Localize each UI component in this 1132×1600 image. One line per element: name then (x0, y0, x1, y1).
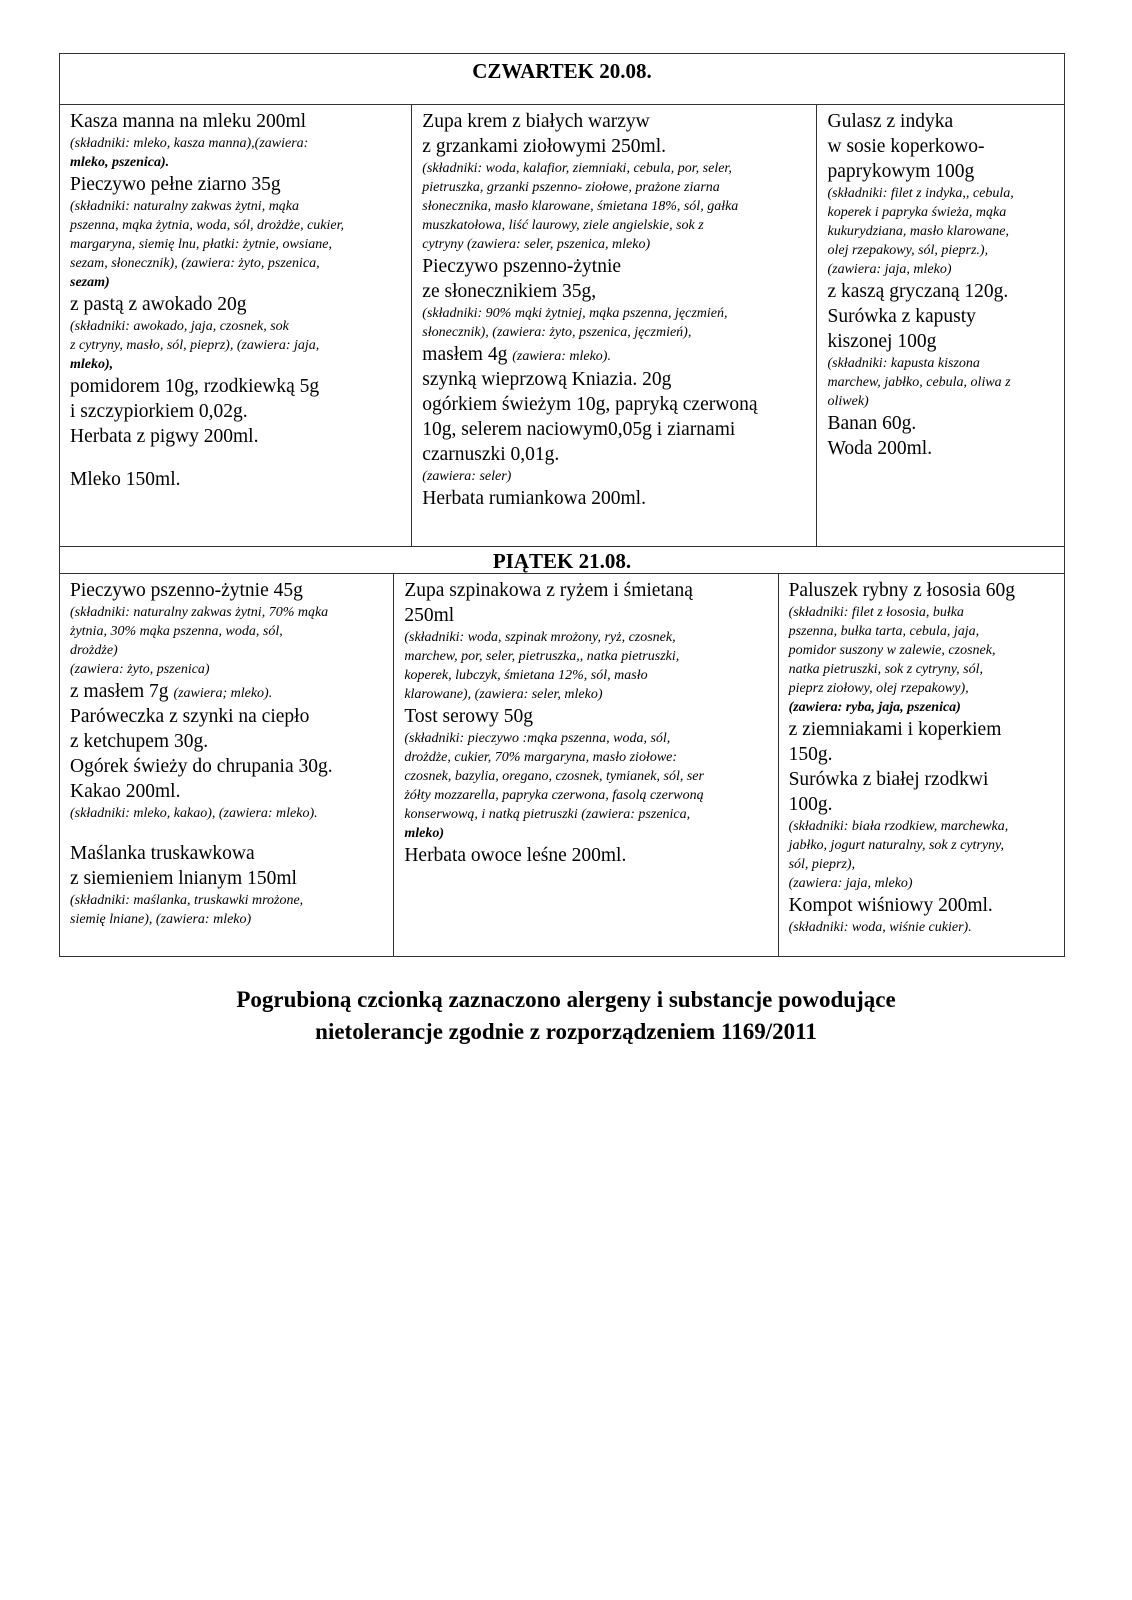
ingredients-note: (zawiera: jaja, mleko) (788, 876, 913, 891)
ingredients-note: pomidor suszony w zalewie, czosnek, (788, 643, 996, 658)
spacer (70, 449, 401, 467)
menu-item: Woda 200ml. (827, 438, 933, 459)
meal-dinner-friday (779, 574, 1064, 956)
spacer (70, 823, 383, 841)
menu-sheet (59, 53, 1065, 957)
menu-item: z ketchupem 30g. (70, 731, 209, 752)
menu-item: 250ml (404, 605, 455, 626)
footer-line: Pogrubioną czcionką zaznaczono alergeny i substancje powodujące (236, 987, 896, 1012)
ingredients-note (70, 153, 401, 172)
allergen-text: mleko) (404, 826, 444, 841)
ingredients-note: (składniki: pieczywo :mąka pszenna, woda, sól, (404, 731, 671, 746)
ingredients-note: słonecznika, masło klarowane, śmietana 18%, sól, gałka (422, 199, 739, 214)
ingredients-note: olej rzepakowy, sól, pieprz.), (827, 243, 989, 258)
ingredients-note: (składniki: maślanka, truskawki mrożone, (70, 893, 304, 908)
ingredients-note: oliwek) (827, 394, 869, 409)
menu-item: ze słonecznikiem 35g, (422, 281, 597, 302)
ingredients-note: (składniki: biała rzodkiew, marchewka, (788, 819, 1009, 834)
ingredients-note: (składniki: naturalny zakwas żytni, mąka (70, 199, 300, 214)
menu-item: 100g. (788, 794, 833, 815)
menu-item: Tost serowy 50g (404, 706, 533, 727)
ingredients-note: (składniki: kapusta kiszona (827, 356, 980, 371)
ingredients-note: (składniki: woda, szpinak mrożony, ryż, czosnek, (404, 630, 676, 645)
ingredients-note: (składniki: filet z indyka,, cebula, (827, 186, 1014, 201)
ingredients-note: kukurydziana, masło klarowane, (827, 224, 1009, 239)
menu-item (422, 342, 806, 367)
footer-line: nietolerancje zgodnie z rozporządzeniem 1169/2011 (315, 1019, 817, 1044)
allergen-text: sezam) (70, 275, 110, 290)
menu-item: Herbata z pigwy 200ml. (70, 426, 259, 447)
ingredients-note: słonecznik), (zawiera: żyto, pszenica, jęczmień), (422, 325, 692, 340)
ingredients-note (789, 698, 1054, 717)
ingredients-note: margaryna, siemię lnu, płatki: żytnie, owsiane, (70, 237, 332, 252)
menu-item: Paróweczka z szynki na ciepło (70, 706, 310, 727)
menu-item (70, 679, 383, 704)
ingredients-note: drożdże, cukier, 70% margaryna, masło ziołowe: (404, 750, 678, 765)
ingredients-note: (składniki: woda, kalafior, ziemniaki, cebula, por, seler, (422, 161, 732, 176)
menu-item: Kakao 200ml. (70, 781, 181, 802)
menu-item: 10g, selerem naciowym0,05g i ziarnami (422, 419, 736, 440)
meal-lunch-friday (394, 574, 778, 956)
ingredients-note: siemię lniane), (zawiera: mleko) (70, 912, 252, 927)
ingredients-note: koperek i papryka świeża, mąka (827, 205, 1007, 220)
menu-item: Herbata owoce leśne 200ml. (404, 845, 627, 866)
menu-item: Surówka z kapusty (827, 306, 976, 327)
menu-item: Kompot wiśniowy 200ml. (788, 895, 993, 916)
ingredients-note: (składniki: woda, wiśnie cukier). (788, 920, 972, 935)
menu-item-text: masłem 4g (422, 344, 508, 365)
allergen-text: mleko), (70, 357, 114, 372)
menu-item: Maślanka truskawkowa (70, 843, 255, 864)
ingredients-note: pszenna, bułka tarta, cebula, jaja, (788, 624, 980, 639)
ingredients-note: żółty mozzarella, papryka czerwona, fasolą czerwoną (404, 788, 704, 803)
allergen-text: mleko, pszenica). (70, 155, 170, 170)
menu-item: Mleko 150ml. (70, 469, 181, 490)
menu-item: Ogórek świeży do chrupania 30g. (70, 756, 333, 777)
menu-item: Pieczywo pszenno-żytnie (422, 256, 622, 277)
ingredients-note: koperek, lubczyk, śmietana 12%, sól, masło (404, 668, 648, 683)
menu-item: Surówka z białej rzodkwi (788, 769, 989, 790)
menu-item: Pieczywo pszenno-żytnie 45g (70, 580, 303, 601)
allergen-note: (zawiera; mleko). (173, 686, 273, 701)
ingredients-note: żytnia, 30% mąka pszenna, woda, sól, (70, 624, 283, 639)
ingredients-note: (składniki: naturalny zakwas żytni, 70% mąka (70, 605, 329, 620)
meal-dinner-thursday (817, 105, 1064, 546)
menu-item: szynką wieprzową Kniazia. 20g (422, 369, 672, 390)
menu-item: Banan 60g. (827, 413, 917, 434)
menu-item: z ziemniakami i koperkiem (788, 719, 1002, 740)
ingredients-note: czosnek, bazylia, oregano, czosnek, tymianek, sól, ser (404, 769, 704, 784)
ingredients-note: (zawiera: jaja, mleko) (827, 262, 952, 277)
menu-item: Zupa krem z białych warzyw (422, 111, 650, 132)
ingredients-note: drożdże) (70, 643, 118, 658)
ingredients-note: (składniki: mleko, kakao), (zawiera: mleko). (70, 806, 318, 821)
menu-item-text: z masłem 7g (70, 681, 169, 702)
menu-item: z pastą z awokado 20g (70, 294, 247, 315)
menu-item: z grzankami ziołowymi 250ml. (422, 136, 666, 157)
menu-item: Herbata rumiankowa 200ml. (422, 488, 646, 509)
menu-item: pomidorem 10g, rzodkiewką 5g (70, 376, 320, 397)
ingredients-note: pszenna, mąka żytnia, woda, sól, drożdże, cukier, (70, 218, 345, 233)
day-title-friday: PIĄTEK 21.08. (60, 547, 1064, 574)
menu-item: ogórkiem świeżym 10g, papryką czerwoną (422, 394, 758, 415)
ingredients-note: (zawiera: żyto, pszenica) (70, 662, 210, 677)
menu-item: czarnuszki 0,01g. (422, 444, 560, 465)
ingredients-note: klarowane), (zawiera: seler, mleko) (404, 687, 603, 702)
menu-item: i szczypiorkiem 0,02g. (70, 401, 248, 422)
menu-item: 150g. (788, 744, 833, 765)
menu-item: paprykowym 100g (827, 161, 975, 182)
ingredients-note: (składniki: 90% mąki żytniej, mąka pszenna, jęczmień, (422, 306, 728, 321)
allergen-note: (zawiera: mleko). (512, 349, 611, 364)
allergen-text: (zawiera: ryba, jaja, pszenica) (788, 700, 961, 715)
menu-item: z kaszą gryczaną 120g. (827, 281, 1009, 302)
menu-item: z siemieniem lnianym 150ml (70, 868, 297, 889)
meal-columns (60, 105, 1064, 546)
ingredients-note: muszkatołowa, liść laurowy, ziele angielskie, sok z (422, 218, 704, 233)
ingredients-note: z cytryny, masło, sól, pieprz), (zawiera: jaja, (70, 338, 320, 353)
menu-item: Paluszek rybny z łososia 60g (788, 580, 1015, 601)
menu-item: Gulasz z indyka (827, 111, 954, 132)
meal-columns (60, 574, 1064, 956)
ingredients-note: sól, pieprz), (788, 857, 856, 872)
ingredients-note: konserwową, i natką pietruszki (zawiera: pszenica, (404, 807, 691, 822)
ingredients-note: marchew, por, seler, pietruszka,, natka pietruszki, (404, 649, 680, 664)
day-title-thursday: CZWARTEK 20.08. (60, 54, 1064, 105)
ingredients-note: pietruszka, grzanki pszenno- ziołowe, prażone ziarna (422, 180, 720, 195)
ingredients-note: sezam, słonecznik), (zawiera: żyto, pszenica, (70, 256, 320, 271)
menu-item: w sosie koperkowo- (827, 136, 985, 157)
ingredients-note: pieprz ziołowy, olej rzepakowy), (788, 681, 969, 696)
menu-item: kiszonej 100g (827, 331, 937, 352)
ingredients-note (70, 355, 401, 374)
meal-breakfast-friday (60, 574, 394, 956)
meal-breakfast-thursday (60, 105, 412, 546)
ingredients-note: marchew, jabłko, cebula, oliwa z (827, 375, 1011, 390)
ingredients-note (70, 273, 401, 292)
meal-lunch-thursday (412, 105, 817, 546)
ingredients-note: (zawiera: seler) (422, 469, 512, 484)
ingredients-note: (składniki: mleko, kasza manna),(zawiera: (70, 136, 309, 151)
day-thursday (59, 53, 1065, 547)
ingredients-note (404, 824, 767, 843)
day-friday (59, 547, 1065, 957)
ingredients-note: (składniki: awokado, jaja, czosnek, sok (70, 319, 289, 334)
ingredients-note: (składniki: filet z łososia, bułka (788, 605, 964, 620)
menu-item: Pieczywo pełne ziarno 35g (70, 174, 281, 195)
ingredients-note: jabłko, jogurt naturalny, sok z cytryny, (788, 838, 1004, 853)
menu-item: Kasza manna na mleku 200ml (70, 111, 307, 132)
menu-item: Zupa szpinakowa z ryżem i śmietaną (404, 580, 693, 601)
allergen-footer (0, 984, 1132, 1048)
ingredients-note: natka pietruszki, sok z cytryny, sól, (788, 662, 983, 677)
ingredients-note: cytryny (zawiera: seler, pszenica, mleko) (422, 237, 651, 252)
